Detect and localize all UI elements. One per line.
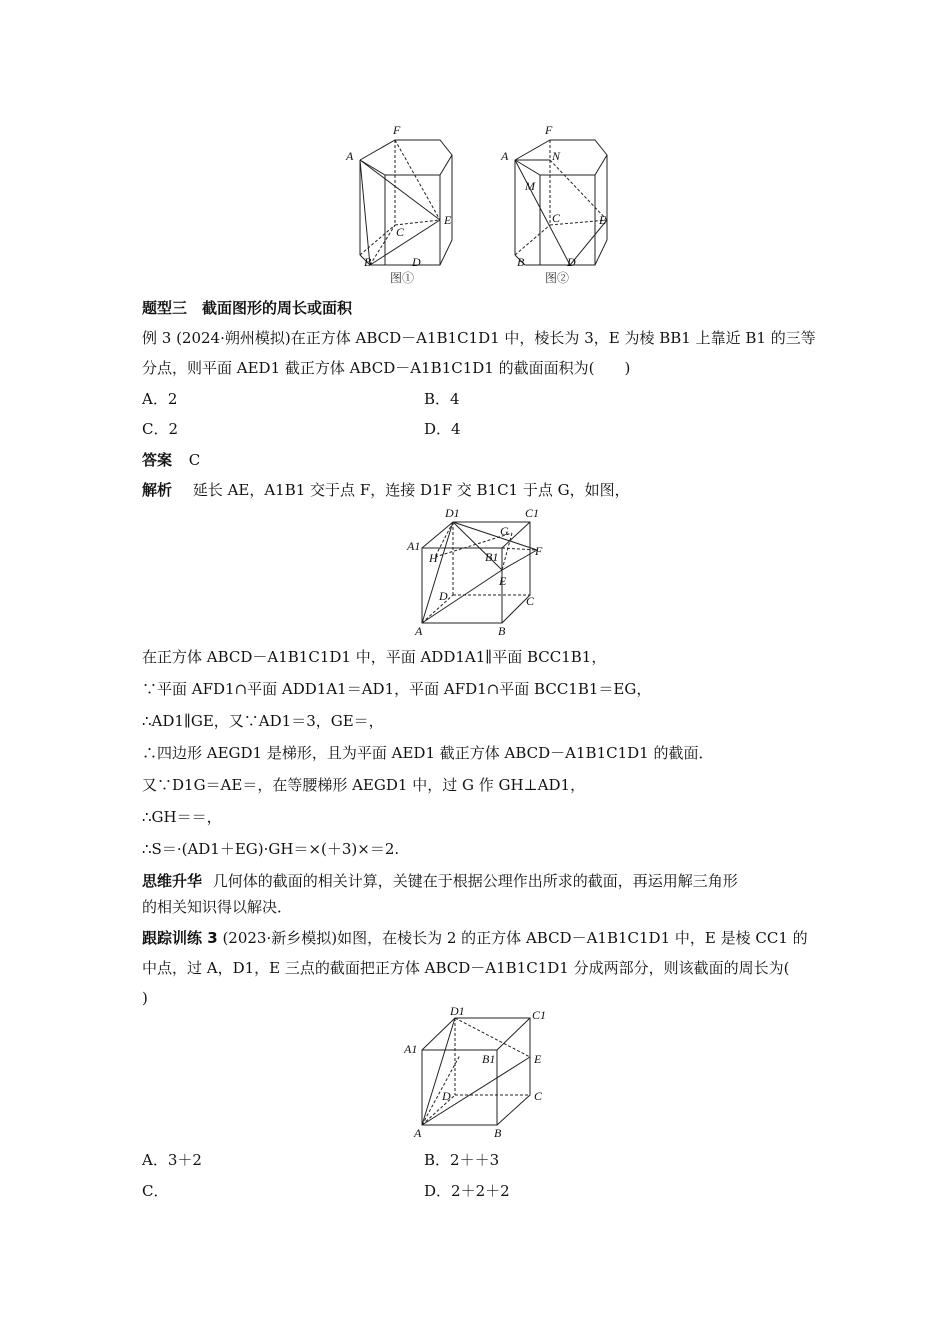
analysis-step-4: ∴四边形 AEGD1 是梯形，且为平面 AED1 截正方体 ABCD－A1B1C1D1 的截面． [142,744,714,762]
mid-label-G: G [500,524,509,538]
fig2-label-A: A [501,149,509,163]
example3-line1: 例 3 (2024·朔州模拟)在正方体 ABCD－A1B1C1D1 中，棱长为 3，E 为棱 BB1 上靠近 B1 的三等 [142,329,816,347]
mid-label-F: F [535,544,543,558]
fig2-label-N: N [552,149,561,163]
fig2-label-B: B [517,255,525,269]
answer-label: 答案 [142,451,173,469]
fig2-caption: 图② [545,271,570,285]
analysis-step-2: ∵平面 AFD1∩平面 ADD1A1＝AD1，平面 AFD1∩平面 BCC1B1＝EG， [142,680,652,698]
example3-option-d: D．4 [424,420,461,438]
bottom-label-A: A [414,1126,422,1140]
analysis-step-5: 又∵D1G＝AE＝，在等腰梯形 AEGD1 中，过 G 作 GH⊥AD1， [142,776,586,794]
example3-option-a: A．2 [142,390,178,408]
bottom-label-B: B [494,1126,502,1140]
summary-line2: 的相关知识得以解决． [142,898,293,916]
fig1-label-C: C [396,225,405,239]
practice3-label: 跟踪训练 3 [142,929,218,947]
mid-label-D: D [439,589,448,603]
fig1-label-D: D [412,255,421,269]
fig2-label-D: D [567,255,576,269]
mid-label-C1: C1 [525,506,540,520]
bottom-label-D: D [442,1089,451,1103]
mid-label-H: H [429,551,438,565]
practice3-line1: (2023·新乡模拟)如图，在棱长为 2 的正方体 ABCD－A1B1C1D1 中，E 是棱 CC1 的 [222,929,808,947]
bottom-label-C1: C1 [532,1008,547,1022]
mid-label-B1: B1 [485,550,499,564]
mid-label-A: A [415,624,423,638]
fig2-label-E: E [599,213,607,227]
cube-figure-practice [400,1005,555,1145]
practice3-option-a: A．3＋2 [142,1151,202,1169]
cube-figure-analysis [405,505,555,640]
mid-label-C: C [526,594,535,608]
practice3-option-c: C． [142,1182,169,1200]
fig2-label-M: M [525,179,535,193]
analysis-step-1: 在正方体 ABCD－A1B1C1D1 中，平面 ADD1A1∥平面 BCC1B1， [142,648,607,666]
summary-label: 思维升华 [142,872,203,890]
analysis-label: 解析 [142,481,173,499]
practice3-line3: ) [142,989,148,1007]
mid-label-D1: D1 [445,506,460,520]
practice3-option-d: D．2＋2＋2 [424,1182,510,1200]
bottom-label-D1: D1 [450,1005,465,1018]
fig1-label-A: A [346,149,354,163]
fig1-caption: 图① [390,271,415,285]
summary-row-1 [142,871,738,891]
answer-value: C [188,451,201,469]
fig1-label-E: E [444,213,452,227]
answer-row [142,450,200,470]
summary-line1: 几何体的截面的相关计算，关键在于根据公理作出所求的截面，再运用解三角形 [212,872,738,890]
mid-label-B: B [498,624,506,638]
analysis-intro-row [142,480,630,500]
hexagonal-prism-figure-1 [340,120,470,290]
bottom-label-B1: B1 [482,1052,496,1066]
bottom-label-C: C [534,1089,543,1103]
bottom-label-A1: A1 [404,1042,418,1056]
section-title: 题型三 截面图形的周长或面积 [142,299,353,317]
analysis-intro: 延长 AE，A1B1 交于点 F，连接 D1F 交 B1C1 于点 G，如图， [192,481,630,499]
hexagonal-prism-figure-2 [495,120,625,290]
example3-option-c: C．2 [142,420,179,438]
fig1-label-B: B [364,255,372,269]
fig1-label-F: F [393,123,401,137]
mid-label-E: E [499,574,507,588]
mid-label-A1: A1 [407,539,421,553]
fig2-label-C: C [552,211,561,225]
fig2-label-F: F [545,123,553,137]
practice3-row-1 [142,928,808,948]
analysis-step-3: ∴AD1∥GE，又∵AD1＝3，GE＝， [142,712,384,730]
analysis-step-7: ∴S＝·(AD1＋EG)·GH＝×(＋3)×＝2. [142,840,400,858]
practice3-line2: 中点，过 A，D1，E 三点的截面把正方体 ABCD－A1B1C1D1 分成两部分，则该截面的周长为( [142,959,790,977]
example3-option-b: B．4 [424,390,460,408]
analysis-step-6: ∴GH＝＝， [142,808,222,826]
bottom-label-E: E [534,1052,542,1066]
practice3-option-b: B．2＋＋3 [424,1151,500,1169]
example3-line2: 分点，则平面 AED1 截正方体 ABCD－A1B1C1D1 的截面面积为( ) [142,359,631,377]
